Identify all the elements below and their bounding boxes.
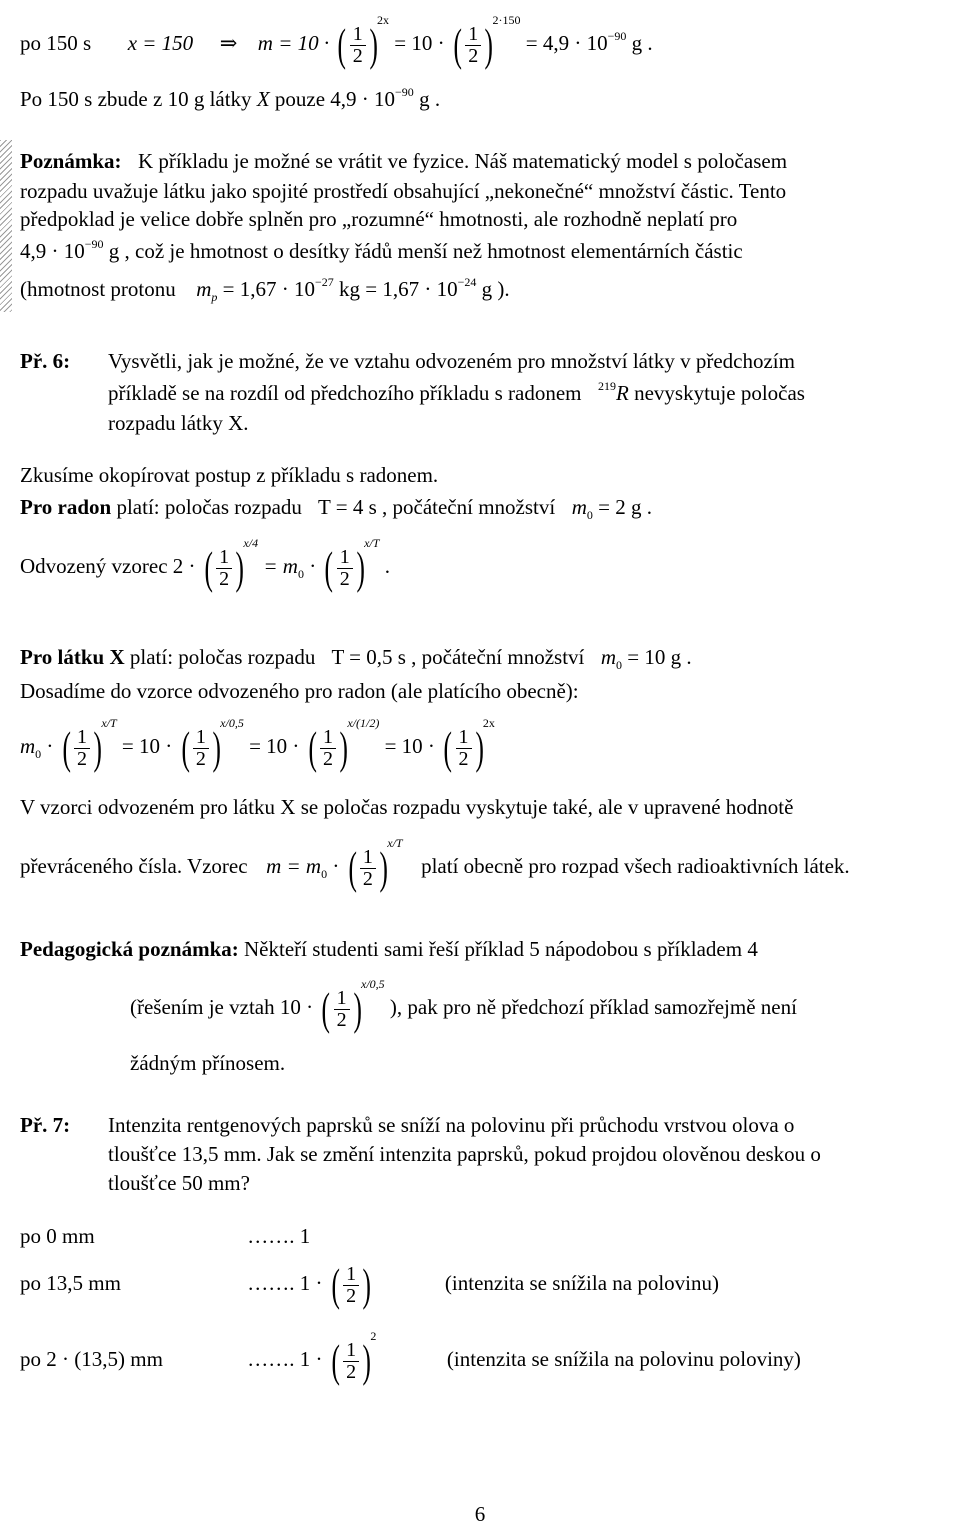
calc-m-eq: m = 10 · bbox=[257, 30, 330, 55]
subX-chain: $m_0$ · ( $\frac{1}{2}$ ) x/T = 10 · ( $\frac{1}{2}$ ) x/0,5 = 10 · ( $\frac{1}{2}$ ) x/(1/2) = 10 · ( $\frac{1}{2}$ ) 2x bbox=[20, 716, 495, 773]
row-note: (intenzita se snížila na polovinu poloviny) bbox=[446, 1346, 801, 1371]
row-dots: ……. 1 · bbox=[247, 1270, 323, 1295]
ped-text-2a: (řešením je vztah 10 · bbox=[130, 994, 314, 1019]
subX-text-1b: platí: poločas rozpadu bbox=[129, 645, 316, 669]
note-text-5d: g ). bbox=[481, 277, 510, 301]
remain-var: X bbox=[256, 87, 270, 111]
note-text-5a: (hmotnost protonu bbox=[20, 277, 176, 301]
half-paren-2: ( $\frac{1}{2}$ ) 2·150 bbox=[453, 13, 521, 70]
calc-eq1: x = 150 bbox=[127, 30, 194, 55]
conclusion-line-1 bbox=[20, 796, 793, 819]
calc-line: po 150 s x = 150 ⇒ m = 10 · ( $\frac{1}{2}$ ) 2x = 10 · ( $\frac{1}{2}$ ) 2·150 = $4,9 \cdot 10^{-90}$ g . bbox=[20, 13, 653, 70]
ped-text-1: Někteří studenti sami řeší příklad 5 nápodobou s příkladem 4 bbox=[244, 937, 758, 961]
ex6-line-1 bbox=[20, 350, 795, 373]
ped-text-2b: ), pak pro ně předchozí příklad samozřejmě není bbox=[389, 994, 797, 1019]
row-note: (intenzita se snížila na polovinu) bbox=[444, 1270, 719, 1295]
half-paren-1: ( $\frac{1}{2}$ ) 2x bbox=[337, 13, 390, 70]
ex7-text-2: tloušťce 13,5 mm. Jak se změní intenzita paprsků, pokud projdou olověnou deskou o bbox=[108, 1142, 821, 1166]
implies-arrow-icon: ⇒ bbox=[219, 30, 238, 55]
ex6-line-2: příkladě se na rozdíl od předchozího příkladu s radonem $^{219}$R nevyskytuje poločas bbox=[108, 379, 805, 405]
ex7-text-1: Intenzita rentgenových paprsků se sníží na polovinu při průchodu vrstvou olova o bbox=[108, 1113, 795, 1137]
note-text-1: K příkladu je možné se vrátit ve fyzice. Náš matematický model s poločasem bbox=[138, 149, 788, 173]
note-line-1 bbox=[20, 150, 787, 173]
ex6-text-2b: nevyskytuje poločas bbox=[634, 381, 805, 405]
note-line-2 bbox=[20, 180, 786, 203]
ex7-label: Př. 7: bbox=[20, 1113, 71, 1137]
note-label: Poznámka: bbox=[20, 149, 122, 173]
note-line-3 bbox=[20, 208, 737, 231]
calc-result: = 4,9 · 10 bbox=[525, 30, 608, 55]
radon-formula: Odvozený vzorec 2 · ( $\frac{1}{2}$ ) x/4 = $m_0$ · ( $\frac{1}{2}$ ) x/T . bbox=[20, 536, 390, 593]
calc-intro: po 150 s bbox=[20, 30, 92, 55]
subX-line-1: Pro látku X platí: poločas rozpadu T = 0,5 s , počáteční množství $m_0 = 10$ g . bbox=[20, 645, 692, 672]
note-text-4b: g , což je hmotnost o desítky řádů menší než hmotnost elementárních částic bbox=[108, 239, 743, 263]
ped-line-3 bbox=[130, 1052, 285, 1075]
radon-bold: Pro radon bbox=[20, 495, 112, 519]
radon-text-2c: = 2 g . bbox=[598, 495, 652, 519]
radon-text-1: Zkusíme okopírovat postup z příkladu s radonem. bbox=[20, 463, 439, 487]
ped-label: Pedagogická poznámka: bbox=[20, 937, 239, 961]
radon-line-1 bbox=[20, 464, 438, 487]
ex6-text-3: rozpadu látky X. bbox=[108, 411, 249, 435]
ex7-line-1 bbox=[20, 1114, 794, 1137]
subX-bold: Pro látku X bbox=[20, 645, 125, 669]
ped-text-3: žádným přínosem. bbox=[130, 1051, 286, 1075]
remain-text2: pouze 4,9 · 10 bbox=[274, 87, 396, 111]
ex7-line-3 bbox=[108, 1172, 250, 1195]
note-margin-hatch bbox=[0, 140, 12, 312]
ex6-label: Př. 6: bbox=[20, 349, 71, 373]
table-row: po 13,5 mm ……. 1 · ( $\frac{1}{2}$ ) (intenzita se snížila na polovinu) bbox=[20, 1259, 719, 1310]
conclusion-line-2: převráceného čísla. Vzorec $m = m_0$ · ( $\frac{1}{2}$ ) x/T platí obecně pro rozpad všech radioaktivních látek. bbox=[20, 836, 850, 893]
ex7-text-3: tloušťce 50 mm? bbox=[108, 1171, 250, 1195]
ex6-line-3 bbox=[108, 412, 249, 435]
radon-text-2b: platí: poločas rozpadu bbox=[116, 495, 302, 519]
page-number: 6 bbox=[474, 1502, 486, 1526]
radon-line-2: Pro radon platí: poločas rozpadu T = 4 s , počáteční množství $m_0 = 2$ g . bbox=[20, 495, 652, 522]
ped-line-2: (řešením je vztah 10 · ( $\frac{1}{2}$ ) x/0,5 ), pak pro ně předchozí příklad samozřejmě není bbox=[130, 977, 797, 1034]
row-left: po 0 mm bbox=[20, 1224, 95, 1248]
table-row bbox=[20, 1225, 310, 1248]
ped-line-1 bbox=[20, 938, 758, 961]
conclusion-text-2a: převráceného čísla. Vzorec bbox=[20, 853, 248, 878]
calc-eq2: = 10 · bbox=[394, 30, 445, 55]
note-text-5b: = 1,67 · 10 bbox=[222, 277, 316, 301]
subX-text-1T: T = 0,5 s , počáteční množství bbox=[331, 645, 585, 669]
row-left: po 2 · (13,5) mm bbox=[20, 1346, 163, 1371]
ex6-text-1: Vysvětli, jak je možné, že ve vztahu odvozeném pro množství látky v předchozím bbox=[108, 349, 795, 373]
remain-line: Po 150 s zbude z 10 g látky X pouze $4,9 \cdot 10^{-90}$ g . bbox=[20, 85, 441, 111]
note-line-5: (hmotnost protonu $m_p = 1,67 \cdot 10^{-27}$ kg = $1,67 \cdot 10^{-24}$ g ). bbox=[20, 275, 510, 304]
note-text-2: rozpadu uvažuje látku jako spojité prostředí obsahující „nekonečné“ množství částic. Tento bbox=[20, 179, 787, 203]
subX-text-1c: = 10 g . bbox=[627, 645, 692, 669]
ex7-line-2 bbox=[108, 1143, 821, 1166]
row-dots: ……. 1 bbox=[247, 1224, 311, 1248]
remain-text: Po 150 s zbude z 10 g látky bbox=[20, 87, 252, 111]
conclusion-text-1: V vzorci odvozeném pro látku X se poločas rozpadu vyskytuje také, ale v upravené hodnotě bbox=[20, 795, 794, 819]
note-line-4: $4,9 \cdot 10^{-90}$ g , což je hmotnost o desítky řádů menší než hmotnost elementárních částic bbox=[20, 237, 743, 263]
radon-text-2T: T = 4 s , počáteční množství bbox=[318, 495, 556, 519]
conclusion-text-2b: platí obecně pro rozpad všech radioaktivních látek. bbox=[421, 853, 850, 878]
subX-line-2 bbox=[20, 680, 579, 703]
remain-unit: g . bbox=[419, 87, 441, 111]
note-text-3: předpoklad je velice dobře splněn pro „rozumné“ hmotnosti, ale rozhodně neplatí pro bbox=[20, 207, 738, 231]
row-dots: ……. 1 · bbox=[247, 1346, 323, 1371]
note-text-4a: 4,9 · 10 bbox=[20, 239, 85, 263]
subX-text-2: Dosadíme do vzorce odvozeného pro radon (ale platícího obecně): bbox=[20, 679, 579, 703]
ex6-text-2a: příkladě se na rozdíl od předchozího příkladu s radonem bbox=[108, 381, 582, 405]
row-left: po 13,5 mm bbox=[20, 1270, 121, 1295]
table-row: po 2 · (13,5) mm ……. 1 · ( $\frac{1}{2}$ ) 2 (intenzita se snížila na polovinu poloviny) bbox=[20, 1329, 801, 1386]
formula-label: Odvozený vzorec bbox=[20, 553, 168, 578]
calc-unit: g . bbox=[631, 30, 653, 55]
note-text-5c: kg = 1,67 · 10 bbox=[339, 277, 458, 301]
